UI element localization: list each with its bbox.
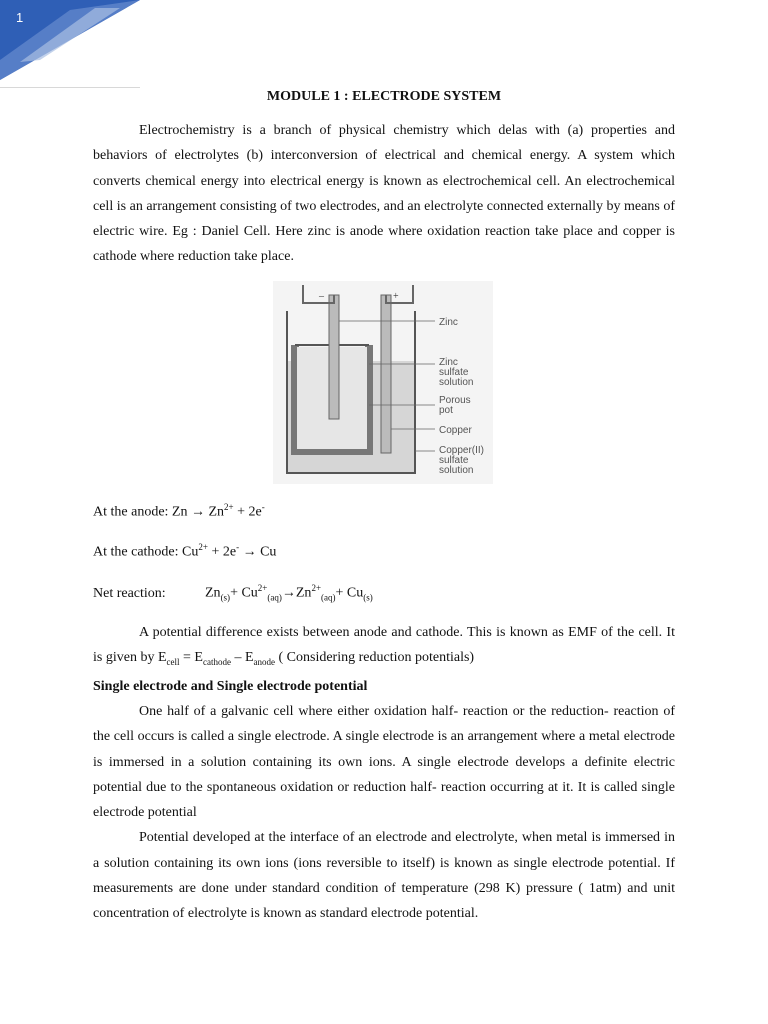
cathode-electron-charge: - [236,542,240,553]
label-copper-sulfate-1: Copper(II) [439,444,485,456]
page-title: MODULE 1 : ELECTRODE SYSTEM [266,89,502,104]
net-arrow: → [281,585,296,601]
cathode-reactant: Cu [182,545,199,561]
net-cu-ion-charge: 2+ [257,583,268,594]
label-zinc-sulfate-2: sulfate [439,366,469,378]
cathode-reaction [93,537,675,563]
cathode-reactant-charge: 2+ [198,542,208,553]
label-porous-2: pot [439,404,453,416]
intro-paragraph: Electrochemistry is a branch of physical chemistry which delas with (a) properties and behaviors of electrolytes (b) interconversion of electrical and chemical energy. A system which converts chemical energy into electrical energy is known as electrochemical cell. An electrochemical cell is an arrangement consisting of two electrodes, and an electrolyte connected externally by means of electric wire. Eg : Daniel Cell. Here zinc is anode where oxidation reaction take place and copper is cathode where reduction take place. [93,123,675,265]
anode-electrons: + 2e [237,504,262,520]
label-zinc-sulfate-1: Zinc [439,356,458,368]
cathode-arrow: → [242,545,257,561]
net-zn: Zn [205,585,221,601]
label-copper-sulfate-2: sulfate [439,454,469,466]
emf-paragraph [93,620,675,675]
document-body [93,88,675,927]
net-zn-ion: Zn [295,585,312,601]
single-electrode-paragraph: One half of a galvanic cell where either oxidation half- reaction or the reduction- reaction of the cell occurs is called a single electrode. A single electrode is an arrangement where a metal electrode is immersed in a solution containing its own ions. A single electrode develops a definite electric potential due to the spontaneous oxidation or reduction half- reaction occurring at it. It is called single electrode potential [93,703,675,821]
label-zinc-sulfate-3: solution [439,376,474,388]
net-zn-ion-charge: 2+ [311,583,322,594]
section-heading: Single electrode and Single electrode potential [93,678,368,694]
net-zn-state: (s) [220,592,231,603]
emf-minus: – E [230,649,254,665]
label-copper: Copper [439,424,472,436]
anode-reaction [93,497,675,523]
emf-sub-cell: cell [166,656,180,667]
net-cu-ion-state: (aq) [267,592,282,603]
anode-reactant: Zn [171,504,188,520]
label-zinc: Zinc [439,316,458,328]
emf-equals: = E [179,649,203,665]
net-cu-ion: + Cu [230,585,258,601]
anode-product: Zn [208,504,225,520]
anode-electron-charge: - [261,501,265,512]
emf-sub-cathode: cathode [202,656,231,667]
daniel-cell-diagram [273,281,493,484]
electrode-potential-paragraph: Potential developed at the interface of an electrode and electrolyte, when metal is immersed in a solution containing its own ions (ions reversible to itself) is known as single electrode potential. If measurements are done under standard condition of temperature (298 K) pressure ( 1atm) and unit concentration of electrolyte is known as standard electrode potential. [93,830,675,922]
emf-sub-anode: anode [253,656,275,667]
emf-note: ( Considering reduction potentials) [275,649,475,665]
plus-sign: + [393,290,399,302]
cathode-product: Cu [260,545,277,561]
anode-product-charge: 2+ [224,501,234,512]
net-cu: + Cu [335,585,364,601]
anode-arrow: → [190,504,205,520]
label-porous-1: Porous [439,394,471,406]
page-number: 1 [16,10,24,25]
daniel-cell-figure [273,281,493,484]
net-zn-ion-state: (aq) [321,592,336,603]
minus-sign: – [319,290,324,302]
net-reaction [93,578,675,607]
anode-label: At the anode: [93,504,169,520]
net-label: Net reaction: [93,585,166,601]
emf-text: A potential difference exists between anode and cathode. This is known as EMF of the cell. It is given by E [93,624,675,665]
cathode-electrons: + 2e [211,545,237,561]
label-copper-sulfate-3: solution [439,464,474,476]
cathode-label: At the cathode: [93,545,179,561]
net-cu-state: (s) [363,592,373,603]
